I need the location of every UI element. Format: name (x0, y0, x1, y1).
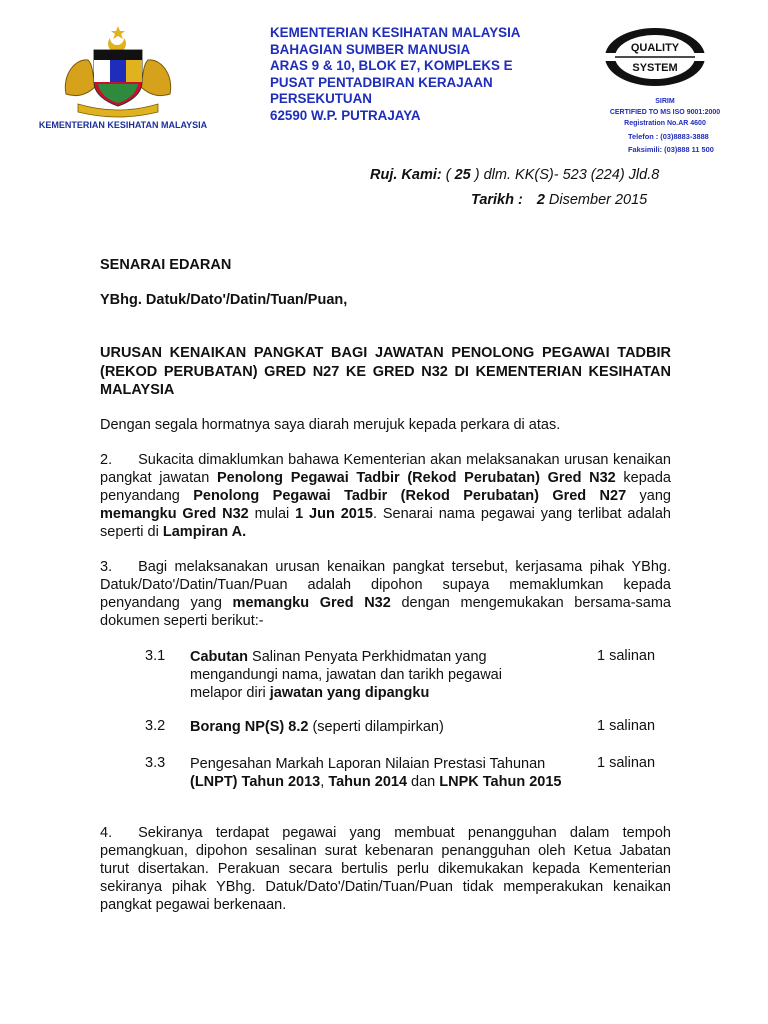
quality-logo-text: QUALITY (630, 42, 680, 54)
para2-bold: Penolong Pegawai Tadbir (Rekod Perubatan) Gred N32 (216, 470, 616, 486)
item-quantity: 1 salinan (597, 755, 656, 771)
quality-system-logo-icon (603, 26, 707, 88)
para4-text: Sekiranya terdapat pegawai yang membuat penangguhan dalam tempoh pemangkuan, dipohon sesalinan surat kebenaran penangguhan oleh Ketua Jabatan turut disertakan. Perakuan secara bertulis perlu dikemukakan kepada Kementerian sekiranya pihak YBhg. Datuk/Dato'/Datin/Tuan/Puan tidak memperakukan kenaikan pangkat pegawai berkenaan. (100, 825, 671, 913)
letterhead-address (270, 25, 570, 125)
item-bold: Cabutan (190, 649, 248, 665)
para2-text: yang (626, 488, 671, 504)
date-month-year: Disember 2015 (548, 192, 648, 208)
address-line: BAHAGIAN SUMBER MANUSIA (270, 41, 471, 57)
registration-label: Registration No.AR 4600 (624, 120, 706, 128)
faksimili-label: Faksimili: (03)888 11 500 (628, 144, 714, 154)
para3-bold: memangku Gred N32 (232, 595, 391, 611)
para3-text: dengan mengemukakan bersama-sama dokumen seperti berikut:- (100, 595, 671, 629)
para2-bold: Lampiran A. (162, 524, 247, 540)
contact-block (628, 131, 714, 157)
para2-text: kepada penyandang (100, 470, 671, 504)
recipient-list: SENARAI EDARAN (100, 257, 232, 273)
item-bold: Borang NP(S) 8.2 (190, 719, 309, 735)
ministry-caption: KEMENTERIAN KESIHATAN MALAYSIA (38, 120, 208, 130)
para-number: 4. (100, 825, 113, 841)
date-line (471, 192, 647, 208)
coat-of-arms-icon (58, 24, 178, 119)
reference-number: 25 (454, 167, 471, 183)
paragraph-3 (100, 558, 671, 630)
certification-block (590, 96, 740, 130)
address-line: PUSAT PENTADBIRAN KERAJAAN (270, 74, 493, 90)
item-text: Pengesahan Markah Laporan Nilaian Prestasi Tahunan (190, 756, 546, 772)
certified-label: CERTIFIED TO MS ISO 9001:2000 (609, 109, 721, 117)
opening-line: Dengan segala hormatnya saya diarah merujuk kepada perkara di atas. (100, 417, 561, 433)
para2-bold: Penolong Pegawai Tadbir (Rekod Perubatan) Gred N27 (193, 488, 627, 504)
reference-rest: ) dlm. KK(S)- 523 (224) Jld.8 (470, 167, 660, 183)
telefon-label: Telefon : (03)8883-3888 (628, 132, 709, 141)
reference-label: Ruj. Kami: (370, 167, 442, 183)
item-bold: jawatan yang dipangku (269, 685, 430, 701)
address-line: KEMENTERIAN KESIHATAN MALAYSIA (270, 25, 521, 40)
item-number: 3.3 (145, 755, 166, 771)
address-line: 62590 W.P. PUTRAJAYA (270, 107, 421, 123)
item-number: 3.1 (145, 648, 166, 664)
para-number: 2. (100, 452, 113, 468)
para2-bold: 1 Jun 2015 (295, 506, 373, 522)
item-text: , (320, 774, 329, 790)
item-description (190, 755, 585, 791)
item-description (190, 648, 530, 702)
letter-subject: URUSAN KENAIKAN PANGKAT BAGI JAWATAN PENOLONG PEGAWAI TADBIR (REKOD PERUBATAN) GRED N27 KE GRED N32 DI KEMENTERIAN KESIHATAN MALAYSIA (100, 345, 671, 398)
item-quantity: 1 salinan (597, 718, 656, 734)
date-label: Tarikh : (471, 192, 523, 208)
date-day: 2 (536, 192, 545, 208)
reference-line (370, 167, 659, 183)
item-bold: LNPK Tahun 2015 (439, 774, 562, 790)
sirim-label: SIRIM (655, 98, 675, 105)
item-number: 3.2 (145, 718, 166, 734)
para3-text: Bagi melaksanakan urusan kenaikan pangkat tersebut, kerjasama pihak YBhg. Datuk/Dato'/Datin/Tuan/Puan adalah dipohon supaya memaklumkan kepada penyandang yang (100, 559, 671, 611)
item-text: Salinan Penyata Perkhidmatan yang mengandungi nama, jawatan dan tarikh pegawai melapor diri (190, 649, 502, 701)
address-line: ARAS 9 & 10, BLOK E7, KOMPLEKS E (270, 58, 513, 74)
item-quantity: 1 salinan (597, 648, 656, 664)
item-bold: Tahun 2014 (328, 774, 408, 790)
paragraph-4 (100, 824, 671, 914)
system-logo-text: SYSTEM (632, 62, 678, 74)
item-description (190, 718, 530, 736)
item-text: (seperti dilampirkan) (308, 719, 444, 735)
para2-text: Sukacita dimaklumkan bahawa Kementerian akan melaksanakan urusan kenaikan pangkat jawatan (100, 452, 671, 486)
item-text: dan (407, 774, 440, 790)
salutation: YBhg. Datuk/Dato'/Datin/Tuan/Puan, (100, 292, 348, 308)
reference-open: ( (441, 167, 455, 183)
para2-text: . Senarai nama pegawai yang terlibat adalah seperti di (100, 506, 671, 540)
item-bold: (LNPT) Tahun 2013 (190, 774, 321, 790)
para2-text: mulai (248, 506, 296, 522)
paragraph-2 (100, 451, 671, 541)
para2-bold: memangku Gred N32 (100, 506, 249, 522)
address-line: PERSEKUTUAN (270, 91, 372, 107)
para-number: 3. (100, 559, 113, 575)
